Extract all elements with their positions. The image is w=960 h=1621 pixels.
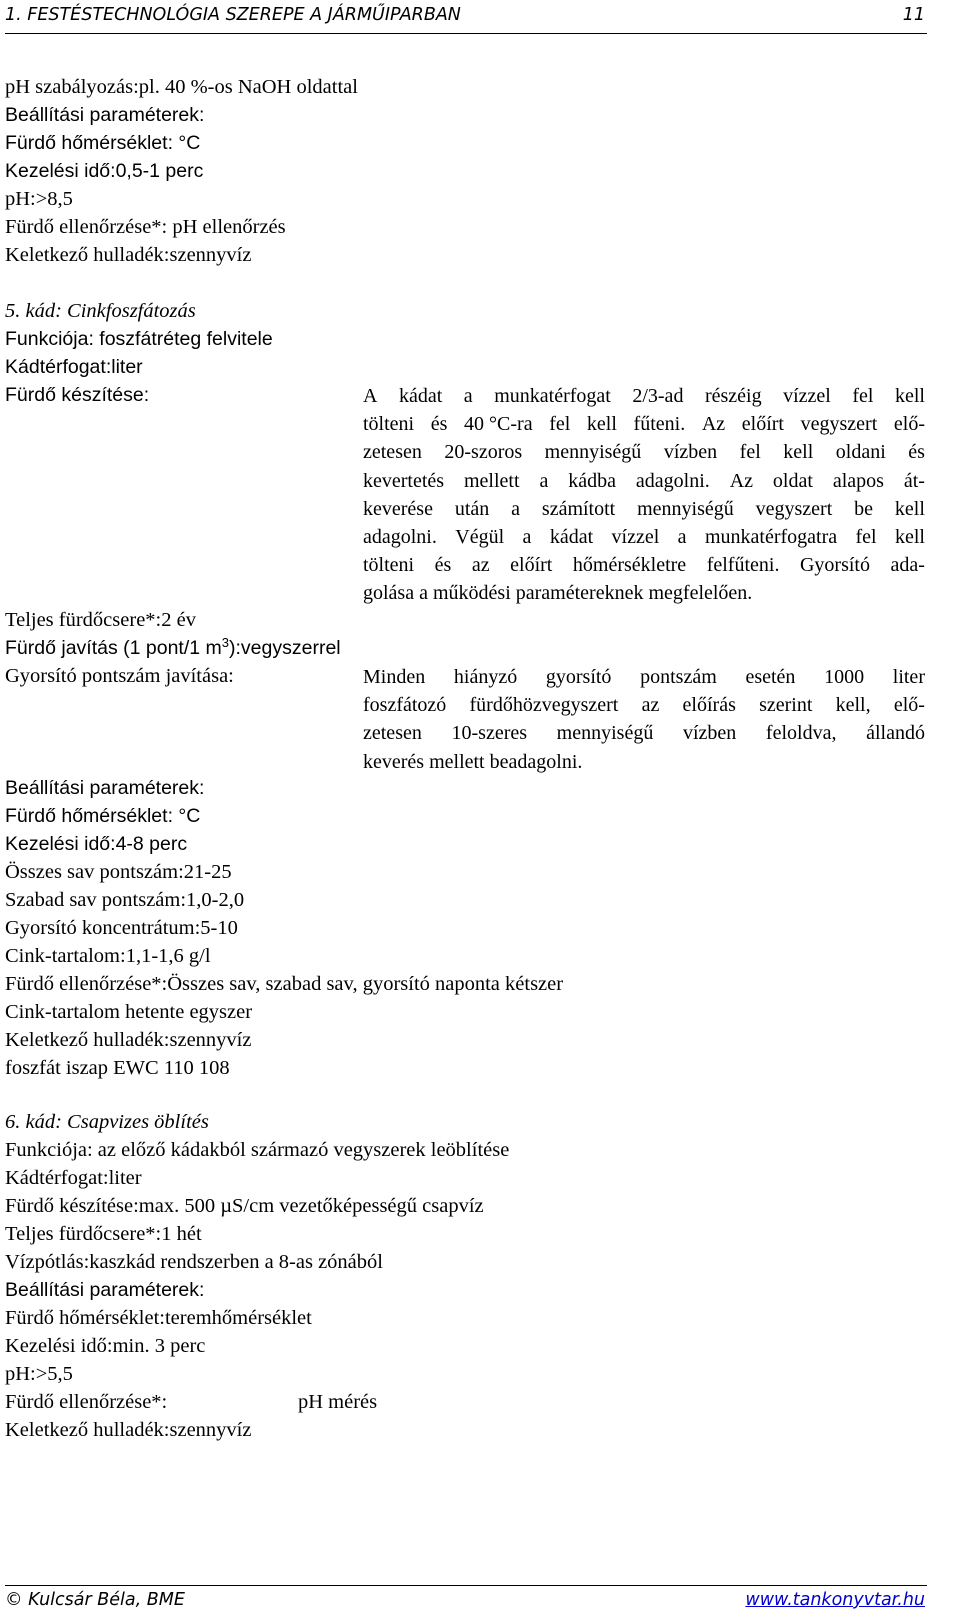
word: foszfátozó [363, 694, 447, 717]
page-number: 11 [902, 5, 925, 25]
paragraph-line [363, 719, 925, 747]
word: kádat [398, 385, 443, 407]
word: vízben [663, 441, 718, 464]
word: adagolni. [363, 526, 437, 549]
word: működési [432, 582, 511, 605]
text-label: Fürdő készítése: [5, 384, 150, 406]
word: Végül [455, 526, 505, 549]
word: elő- [893, 413, 925, 436]
accelerator-paragraph [363, 663, 925, 776]
word: kell [783, 441, 814, 464]
paragraph-line [363, 551, 925, 579]
word: mennyiségű [544, 441, 642, 464]
text-line: Keletkező hulladék:szennyvíz [5, 244, 252, 266]
paragraph-line [363, 748, 925, 776]
word: a [677, 526, 687, 549]
word: részéig [704, 385, 762, 407]
section-heading: 5. kád: Cinkfoszfátozás [5, 300, 196, 322]
word: 2/3-ad [632, 385, 684, 407]
word: előírt [510, 554, 553, 577]
word: Az [701, 413, 726, 436]
word: esetén [745, 666, 796, 688]
text-line: Fürdő készítése:max. 500 µS/cm vezetőképességű csapvíz [5, 1195, 484, 1217]
paragraph-line [363, 691, 925, 719]
word: golása [363, 582, 415, 605]
text-line: pH:>8,5 [5, 188, 73, 210]
word: adagolni. [635, 469, 710, 492]
word: Gyorsító [799, 554, 870, 577]
paragraph-line [363, 410, 925, 438]
word: állandó [866, 722, 925, 745]
word: mellett [429, 750, 485, 773]
word: vegyszert [800, 413, 878, 436]
word: alapos [832, 469, 884, 492]
text-line: Teljes fürdőcsere*:1 hét [5, 1223, 202, 1245]
word: az [641, 694, 660, 717]
word: kádba [568, 469, 616, 492]
word: előírás [682, 694, 736, 717]
word: és [908, 441, 925, 464]
word: munkatérfogat [494, 385, 611, 407]
page-footer [5, 1585, 927, 1610]
bath-prep-paragraph [363, 382, 925, 608]
text-line: Keletkező hulladék:szennyvíz [5, 1029, 252, 1051]
word: felfűteni. [706, 554, 780, 577]
paragraph-line [363, 523, 925, 551]
text-line: Funkciója: foszfátréteg felvitele [5, 328, 273, 350]
word: hőmérsékletre [572, 554, 687, 577]
text-line: Szabad sav pontszám:1,0-2,0 [5, 889, 245, 911]
text-line: Teljes fürdőcsere*:2 év [5, 609, 196, 631]
text-line: Kezelési idő:0,5-1 perc [5, 160, 204, 182]
copyright-author: © Kulcsár Béla, BME [5, 1590, 185, 1610]
word: fűteni. [633, 413, 686, 436]
word: mellett [463, 469, 520, 492]
word: fel [549, 413, 571, 436]
word: a [463, 385, 473, 407]
word: be [854, 497, 874, 520]
word: 40 °C-ra [464, 413, 533, 436]
paragraph-line [363, 495, 925, 523]
word: beadagolni. [489, 750, 583, 773]
word: és [430, 413, 448, 436]
word: megfelelően. [648, 582, 753, 605]
text-value: pH mérés [298, 1391, 378, 1413]
word: fel [852, 385, 874, 407]
text-line: Fürdő ellenőrzése*: pH ellenőrzés [5, 216, 286, 238]
text-line: Beállítási paraméterek: [5, 1279, 205, 1301]
word: gyorsító [545, 666, 612, 688]
text-line: Fürdő ellenőrzése*:Összes sav, szabad sav, gyorsító naponta kétszer [5, 973, 564, 995]
word: elő- [893, 694, 925, 717]
word: Az [729, 469, 754, 492]
word: paramétereknek [515, 582, 644, 605]
chapter-title: 1. FESTÉSTECHNOLÓGIA SZEREPE A JÁRMŰIPARBAN [5, 5, 461, 25]
text-label: Fürdő ellenőrzése*: [5, 1391, 168, 1413]
word: át- [903, 469, 925, 492]
word: zetesen [363, 441, 422, 464]
website-link[interactable]: www.tankonyvtar.hu [745, 1590, 925, 1610]
text-line: Kezelési idő:min. 3 perc [5, 1335, 206, 1357]
word: oldat [772, 469, 813, 492]
word: számított [541, 497, 616, 520]
word: fel [855, 526, 877, 549]
word: ada- [890, 554, 925, 577]
text-line: Vízpótlás:kaszkád rendszerben a 8-as zónából [5, 1251, 383, 1273]
word: vízzel [611, 526, 660, 549]
text-line: Összes sav pontszám:21-25 [5, 861, 232, 883]
text-line: Gyorsító koncentrátum:5-10 [5, 917, 238, 939]
word: Minden [363, 666, 426, 688]
word: 10-szeres [451, 722, 528, 745]
word: zetesen [363, 722, 422, 745]
word: után [454, 497, 490, 520]
text-line: Keletkező hulladék:szennyvíz [5, 1419, 252, 1441]
word: liter [892, 666, 925, 688]
word: tölteni [363, 554, 415, 577]
word: kádat [549, 526, 594, 549]
section-heading: 6. kád: Csapvizes öblítés [5, 1111, 209, 1133]
word: a [419, 582, 428, 605]
word: vegyszert [755, 497, 833, 520]
word: keverés [363, 750, 425, 773]
word: előírt [741, 413, 784, 436]
text-line: Fürdő hőmérséklet:teremhőmérséklet [5, 1307, 312, 1329]
paragraph-line [363, 579, 925, 607]
word: kell [894, 497, 925, 520]
word: kell [586, 413, 617, 436]
paragraph-line [363, 467, 925, 495]
text-line: pH:>5,5 [5, 1363, 73, 1385]
word: az [471, 554, 490, 577]
word: oldani [835, 441, 886, 464]
text-line: Fürdő hőmérséklet: °C [5, 805, 201, 827]
word: kevertetés [363, 469, 445, 492]
word: kell [895, 526, 925, 549]
page-header [5, 0, 927, 34]
word: feloldva, [765, 722, 837, 745]
word: fel [739, 441, 761, 464]
word: a [511, 497, 521, 520]
text-line: Beállítási paraméterek: [5, 777, 205, 799]
word: keverése [363, 497, 433, 520]
word: kell, [835, 694, 871, 717]
word: fürdőhözvegyszert [469, 694, 619, 717]
text-line: foszfát iszap EWC 110 108 [5, 1057, 230, 1079]
word: A [363, 385, 378, 407]
text-line: Kádtérfogat:liter [5, 1167, 142, 1189]
word: a [522, 526, 532, 549]
word: vízben [682, 722, 737, 745]
word: pontszám [640, 666, 717, 688]
word: munkatérfogatra [704, 526, 838, 549]
text-line: Cink-tartalom:1,1-1,6 g/l [5, 945, 211, 967]
word: 1000 [824, 666, 865, 688]
text-label: Gyorsító pontszám javítása: [5, 665, 234, 687]
text-line: Beállítási paraméterek: [5, 104, 205, 126]
word: kell [894, 385, 925, 407]
word: a [539, 469, 549, 492]
word: vízzel [783, 385, 831, 407]
word: tölteni [363, 413, 415, 436]
word: és [434, 554, 452, 577]
word: szerint [759, 694, 813, 717]
text-line: pH szabályozás:pl. 40 %-os NaOH oldattal [5, 76, 358, 98]
text-line: Fürdő hőmérséklet: °C [5, 132, 201, 154]
word: mennyiségű [556, 722, 654, 745]
paragraph-line [363, 438, 925, 466]
text-line: Funkciója: az előző kádakból származó vegyszerek leöblítése [5, 1139, 510, 1161]
text-line: Kádtérfogat:liter [5, 356, 143, 378]
paragraph-line [363, 382, 925, 410]
word: hiányzó [453, 666, 518, 688]
word: 20-szoros [444, 441, 523, 464]
text-line: Cink-tartalom hetente egyszer [5, 1001, 253, 1023]
paragraph-line [363, 663, 925, 691]
text-line: Kezelési idő:4-8 perc [5, 833, 188, 855]
text-line: Fürdő javítás (1 pont/1 $m^3):vegyszerrel$ [5, 635, 341, 659]
word: mennyiségű [637, 497, 734, 520]
